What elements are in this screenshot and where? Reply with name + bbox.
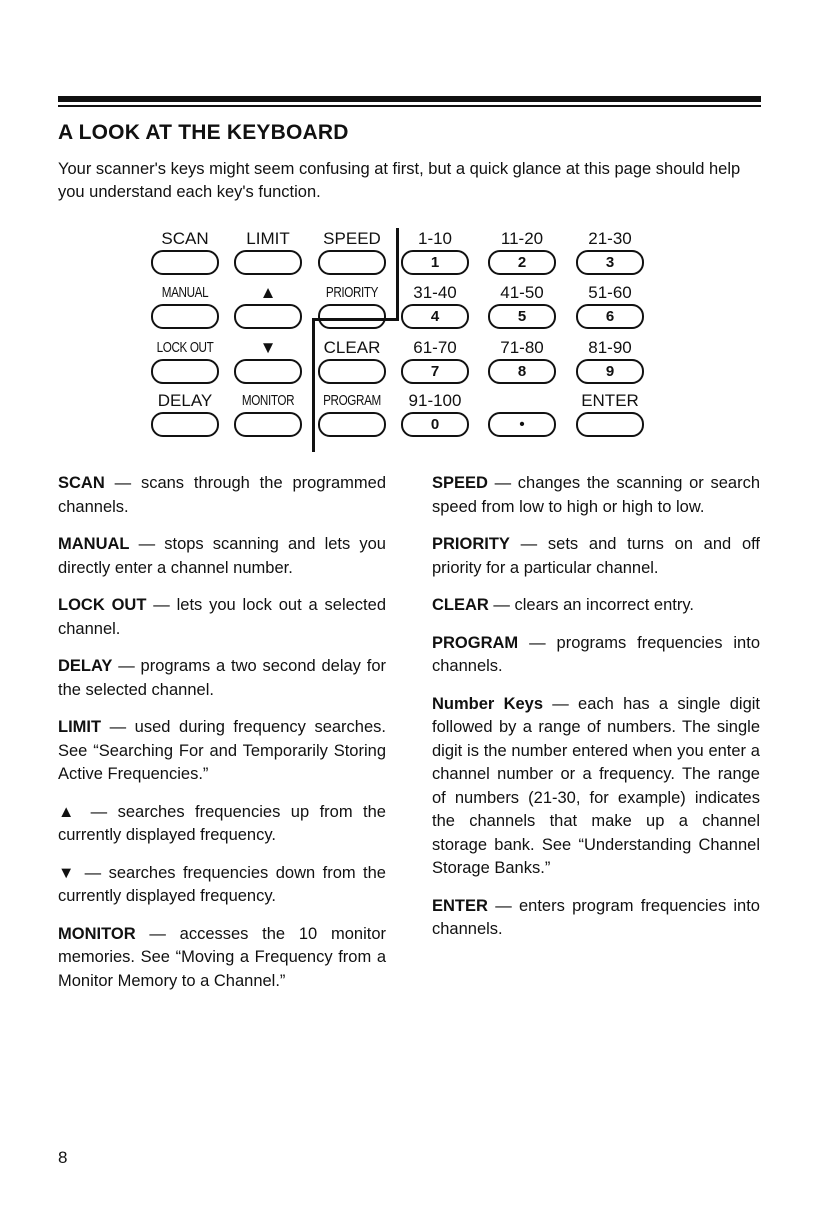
- key-description-text: — scans through the programmed channels.: [58, 474, 386, 516]
- key-cell: [477, 228, 567, 275]
- key-description-text: — searches frequencies up from the currently displayed frequency.: [58, 802, 386, 844]
- key-label: ▲: [259, 283, 277, 302]
- key-cell: [390, 228, 480, 275]
- key-button: 4: [401, 304, 469, 329]
- key-cell: [307, 228, 397, 275]
- key-cell: [307, 282, 397, 329]
- key-label: ▼: [259, 338, 277, 357]
- key-cell: [390, 390, 480, 437]
- key-description: [432, 472, 760, 519]
- key-button: 6: [576, 304, 644, 329]
- key-button: [318, 304, 386, 329]
- key-term: CLEAR: [432, 596, 489, 614]
- key-cell: [565, 390, 655, 437]
- key-cell: [565, 337, 655, 384]
- key-cell: [223, 282, 313, 329]
- key-cell: [223, 337, 313, 384]
- key-button: [151, 304, 219, 329]
- key-label: PRIORITY: [325, 284, 379, 301]
- key-label: 81-90: [588, 338, 632, 357]
- key-cell: [390, 337, 480, 384]
- key-label: 31-40: [413, 283, 457, 302]
- key-label: 71-80: [500, 338, 544, 357]
- key-label: SCAN: [161, 229, 209, 248]
- key-description: [58, 533, 386, 580]
- key-term: ▼: [58, 863, 78, 882]
- right-column: [432, 472, 760, 956]
- key-cell: [223, 390, 313, 437]
- key-cell: [307, 337, 397, 384]
- key-button: 9: [576, 359, 644, 384]
- key-cell: [140, 390, 230, 437]
- key-cell: [477, 282, 567, 329]
- key-description-text: — programs a two second delay for the selected channel.: [58, 657, 386, 699]
- key-label: MANUAL: [161, 284, 209, 301]
- keyboard-diagram: [0, 0, 821, 460]
- key-term: LIMIT: [58, 718, 102, 736]
- key-description-text: — searches frequencies down from the currently displayed frequency.: [58, 863, 386, 905]
- key-term: MANUAL: [58, 535, 130, 553]
- key-cell: [565, 228, 655, 275]
- key-label: 91-100: [408, 391, 462, 410]
- key-cell: [390, 282, 480, 329]
- key-button: [151, 250, 219, 275]
- key-description-text: — used during frequency searches. See “Searching For and Temporarily Storing Active Frequencies.”: [58, 718, 386, 783]
- key-description: [432, 895, 760, 942]
- key-cell: [565, 282, 655, 329]
- page-title: A LOOK AT THE KEYBOARD: [58, 121, 349, 144]
- key-description-text: — enters program frequencies into channels.: [432, 896, 760, 938]
- key-label: [477, 390, 567, 412]
- key-term: SCAN: [58, 474, 105, 492]
- key-button: [576, 412, 644, 437]
- key-button: [151, 412, 219, 437]
- key-description: [432, 594, 760, 618]
- key-cell: [223, 228, 313, 275]
- intro-text: Your scanner's keys might seem confusing at first, but a quick glance at this page should help you understand each key's function.: [58, 160, 741, 201]
- key-cell: [140, 282, 230, 329]
- key-button: 7: [401, 359, 469, 384]
- key-cell: [140, 228, 230, 275]
- key-label: LOCK OUT: [156, 339, 214, 356]
- key-button: 3: [576, 250, 644, 275]
- key-term: DELAY: [58, 657, 113, 675]
- key-term: MONITOR: [58, 924, 136, 943]
- key-description-text: — each has a single digit followed by a range of numbers. The single digit is the number entered when you enter a channel number or a frequency. The range of numbers (21-30, for example) indicates the channels that make up a channel storage bank. See “Understanding Channel Storage Banks.”: [432, 694, 760, 877]
- key-description: [432, 693, 760, 881]
- key-label: 61-70: [413, 338, 457, 357]
- key-cell: [140, 337, 230, 384]
- key-cell: [307, 390, 397, 437]
- key-description-text: — clears an incorrect entry.: [488, 596, 694, 614]
- key-description: [58, 472, 386, 519]
- key-cell: [477, 390, 567, 437]
- key-term: Number Keys: [432, 694, 544, 713]
- key-cell: [477, 337, 567, 384]
- key-term: PROGRAM: [432, 633, 519, 652]
- key-description-text: — sets and turns on and off priority for a particular channel.: [432, 535, 760, 577]
- key-button: [318, 250, 386, 275]
- key-label: 41-50: [500, 283, 544, 302]
- key-description: [432, 632, 760, 679]
- key-description-text: — accesses the 10 monitor memories. See “Moving a Frequency from a Monitor Memory to a Channel.”: [58, 924, 386, 990]
- key-button: 5: [488, 304, 556, 329]
- key-description: [58, 862, 386, 909]
- key-label: 1-10: [417, 229, 453, 248]
- key-button: 2: [488, 250, 556, 275]
- key-description: [58, 594, 386, 641]
- key-label: SPEED: [323, 229, 381, 248]
- key-description-text: — changes the scanning or search speed from low to high or high to low.: [432, 474, 760, 516]
- key-term: PRIORITY: [432, 535, 510, 553]
- key-description-text: — lets you lock out a selected channel.: [58, 596, 386, 638]
- key-label: CLEAR: [323, 338, 381, 357]
- key-term: ENTER: [432, 896, 488, 915]
- key-button: [318, 359, 386, 384]
- key-description: [58, 716, 386, 787]
- key-description: [58, 923, 386, 994]
- key-label: PROGRAM: [323, 392, 381, 409]
- key-button: 8: [488, 359, 556, 384]
- key-description-text: — programs frequencies into channels.: [432, 633, 760, 675]
- key-button: [234, 250, 302, 275]
- key-button: [151, 359, 219, 384]
- key-label: LIMIT: [246, 229, 290, 248]
- key-button: [318, 412, 386, 437]
- key-label: 21-30: [588, 229, 632, 248]
- key-label: ENTER: [581, 391, 639, 410]
- left-column: [58, 472, 386, 1007]
- key-description-text: — stops scanning and lets you directly enter a channel number.: [58, 535, 386, 577]
- key-description: [58, 801, 386, 848]
- key-label: 51-60: [588, 283, 632, 302]
- key-description: [432, 533, 760, 580]
- key-button: 0: [401, 412, 469, 437]
- key-button: [234, 304, 302, 329]
- key-term: LOCK OUT: [58, 596, 147, 614]
- key-label: MONITOR: [241, 392, 295, 409]
- page-number: 8: [58, 1148, 68, 1167]
- key-button: 1: [401, 250, 469, 275]
- key-term: SPEED: [432, 474, 488, 492]
- key-description: [58, 655, 386, 702]
- key-button: •: [488, 412, 556, 437]
- key-term: ▲: [58, 802, 81, 821]
- key-label: DELAY: [157, 391, 213, 410]
- key-label: 11-20: [500, 229, 544, 248]
- key-button: [234, 359, 302, 384]
- key-button: [234, 412, 302, 437]
